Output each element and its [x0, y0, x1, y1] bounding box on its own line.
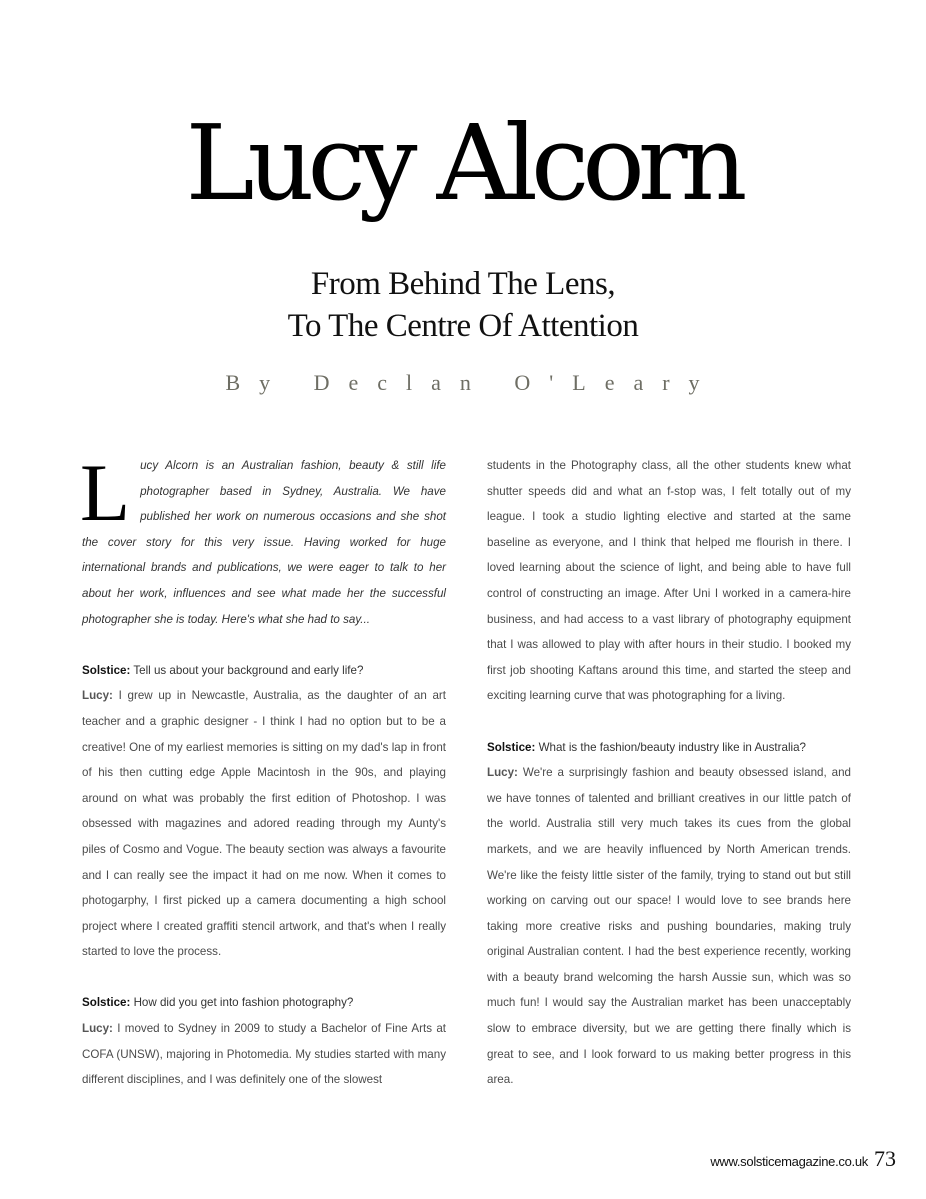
interviewer-label: Solstice:: [487, 740, 536, 754]
answer-1: [82, 683, 446, 965]
article-title: Lucy Alcorn: [185, 102, 741, 224]
subtitle-line-1: From Behind The Lens,: [310, 266, 616, 302]
answer-text: We're a surprisingly fashion and beauty obsessed island, and we have tonnes of talented and brilliant creatives in our little patch of the world. Australia still very much takes its cues from the global markets, and we are heavily influenced by North American trends. We're like the feisty little sister of the family, trying to stand out but still working on carving out our space! I would love to see brands here taking more creative risks and pushing boundaries, making truly original Australian content. I had the best experience recently, working with a beauty brand welcoming the harsh Aussie sun, which was so much fun! I would say the Australian market has been unacceptably slow to embrace diversity, but we are getting there finally which is great to see, and I look forward to us making better progress in this area.: [487, 766, 851, 1087]
interviewee-label: Lucy:: [82, 689, 113, 703]
article-subtitle: [0, 263, 926, 347]
text-column-left: [80, 447, 446, 1093]
interviewer-label: Solstice:: [82, 996, 131, 1010]
answer-text: I moved to Sydney in 2009 to study a Bachelor of Fine Arts at COFA (UNSW), majoring in Photomedia. My studies started with many different disciplines, and I was definitely one of the slowest: [82, 1022, 446, 1087]
article-byline: By Declan O'Leary: [225, 370, 719, 395]
question-text: How did you get into fashion photography?: [133, 996, 354, 1010]
website-url: www.solsticemagazine.co.uk: [710, 1154, 868, 1169]
interviewee-label: Lucy:: [487, 766, 518, 780]
question-1: [82, 658, 446, 684]
interviewer-label: Solstice:: [82, 663, 131, 677]
intro-text: ucy Alcorn is an Australian fashion, beauty & still life photographer based in Sydney, Australia. We have published her work on numerous occasions and she shot the cover story for this very issue. Having worked for huge international brands and publications, we were eager to talk to her about her work, influences and see what made her the successful photographer she is today. Here's what she had to say...: [82, 459, 446, 626]
answer-text: I grew up in Newcastle, Australia, as the daughter of an art teacher and a graphic designer - I think I had no option but to be a creative! One of my earliest memories is sitting on my dad's lap in front of his then cutting edge Apple Macintosh in the 90s, and playing around on what was probably the first edition of Photoshop. I was obsessed with magazines and adored reading through my Aunty's piles of Cosmo and Vogue. The beauty section was always a favourite and I can really see the impact it had on me now. When it comes to photogarphy, I first picked up a camera documenting a high school project where I created graffiti stencil artwork, and that's when I really started to love the process.: [82, 689, 446, 959]
text-column-right: [487, 453, 851, 1093]
page-footer: [710, 1146, 896, 1172]
drop-cap: L: [80, 447, 131, 538]
interviewee-label: Lucy:: [82, 1022, 113, 1036]
intro-paragraph: [80, 447, 446, 632]
question-text: What is the fashion/beauty industry like in Australia?: [538, 740, 807, 754]
answer-3: [487, 760, 851, 1093]
question-3: [487, 735, 851, 761]
page-number: 73: [874, 1146, 896, 1171]
subtitle-line-2: To The Centre Of Attention: [287, 308, 639, 344]
question-2: [82, 990, 446, 1016]
answer-2-continued: students in the Photography class, all the other students knew what shutter speeds did and what an f-stop was, I felt totally out of my league. I took a studio lighting elective and started at the same baseline as everyone, and I think that helped me flourish in there. I loved learning about the science of light, and being able to have full control of constructing an image. After Uni I worked in a camera-hire business, and had access to a vast library of photography equipment that I was allowed to play with after hours in their studio. I booked my first job shooting Kaftans around this time, and started the steep and exciting learning curve that was photographing for a living.: [487, 459, 851, 703]
question-text: Tell us about your background and early life?: [133, 663, 364, 677]
answer-2-start: [82, 1016, 446, 1093]
